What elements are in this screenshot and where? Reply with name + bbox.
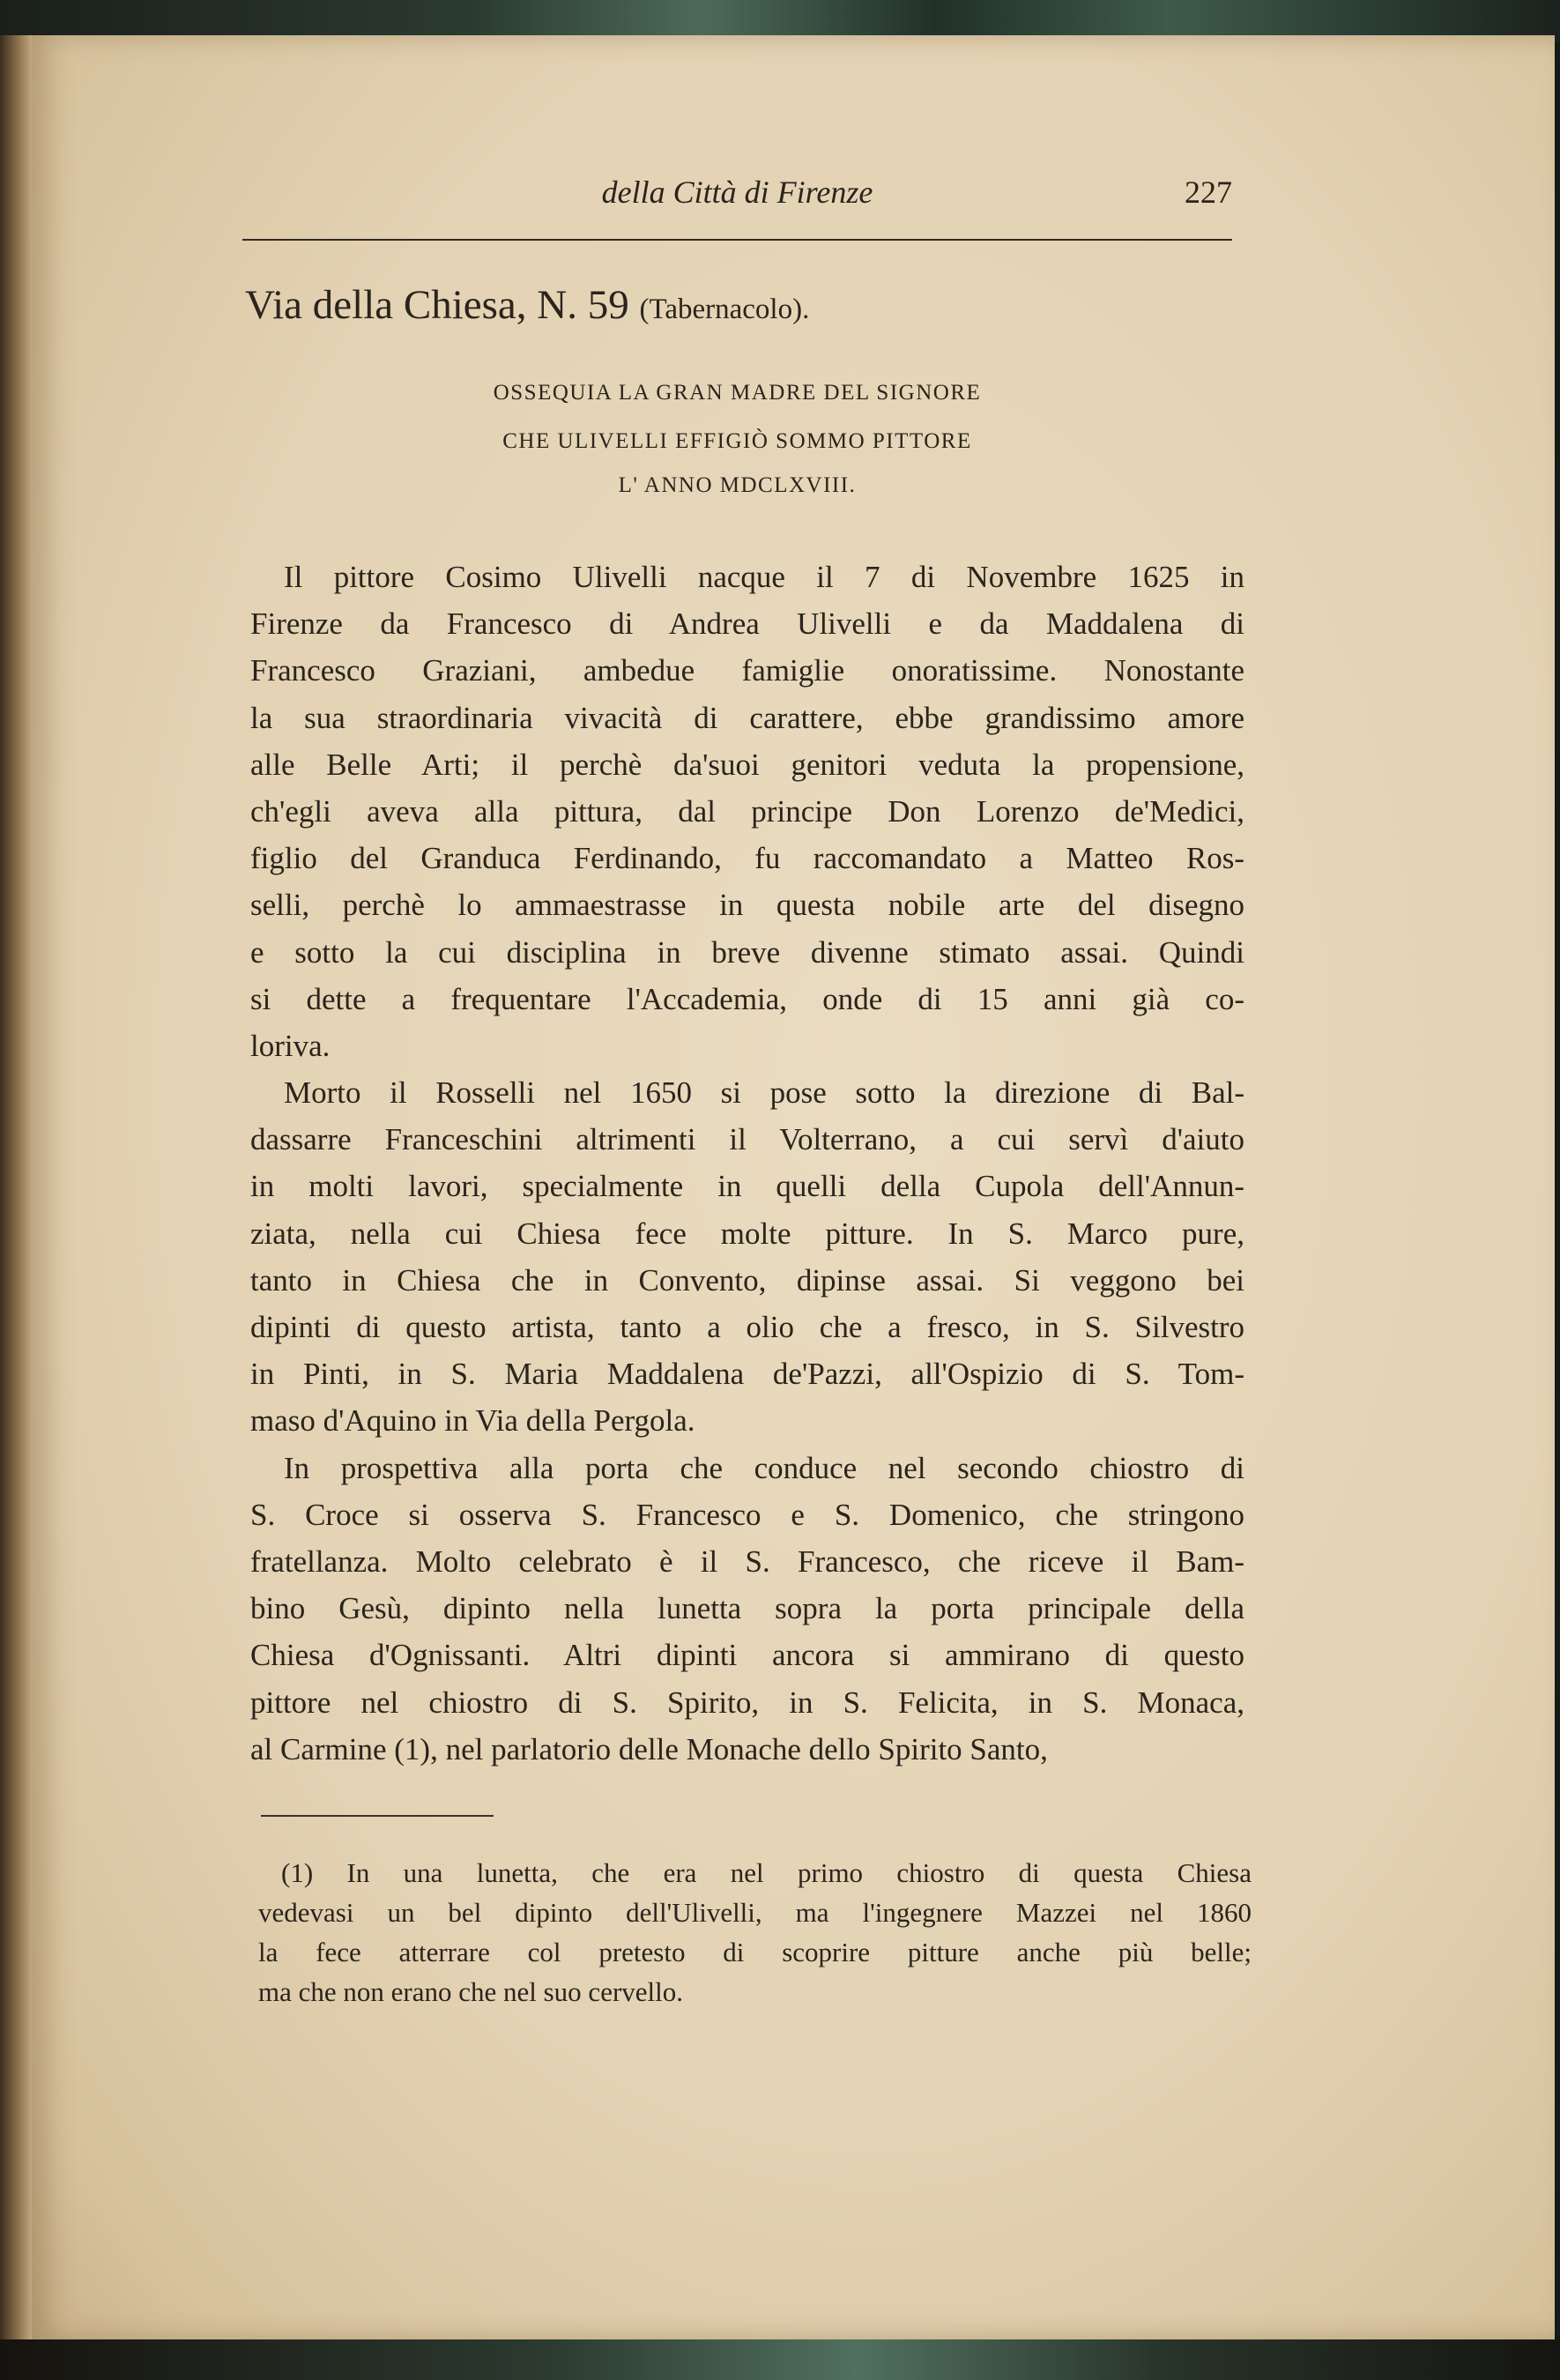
running-header: della Città di Firenze: [601, 175, 873, 210]
text-line: Francesco Graziani, ambedue famiglie onoratissime. Nonostante: [250, 653, 1244, 688]
text-line: maso d'Aquino in Via della Pergola.: [250, 1403, 695, 1439]
text-line: in Pinti, in S. Maria Maddalena de'Pazzi, all'Ospizio di S. Tom-: [250, 1357, 1244, 1392]
inscription-line: OSSEQUIA LA GRAN MADRE DEL SIGNORE: [493, 381, 982, 405]
text-line: Firenze da Francesco di Andrea Ulivelli e da Maddalena di: [250, 606, 1244, 642]
page-number: 227: [1185, 175, 1232, 210]
text-line: Il pittore Cosimo Ulivelli nacque il 7 di Novembre 1625 in: [284, 560, 1244, 594]
footnote: [258, 1853, 1252, 2012]
body-text: [250, 554, 1244, 1773]
text-line: ziata, nella cui Chiesa fece molte pitture. In S. Marco pure,: [250, 1216, 1244, 1251]
paragraph: [250, 554, 1244, 1069]
text-line: figlio del Granduca Ferdinando, fu raccomandato a Matteo Ros-: [250, 841, 1244, 876]
text-line: si dette a frequentare l'Accademia, onde di 15 anni già co-: [250, 981, 1244, 1016]
inscription-line: L' ANNO MDCLXVIII.: [618, 473, 857, 497]
text-line: Chiesa d'Ognissanti. Altri dipinti ancora si ammirano di questo: [250, 1638, 1244, 1673]
text-line: dipinti di questo artista, tanto a olio che a fresco, in S. Silvestro: [250, 1310, 1244, 1344]
header-rule: [242, 239, 1232, 241]
scan-background-bottom: [0, 2336, 1560, 2380]
book-spine-edge: [0, 35, 32, 2339]
text-line: bino Gesù, dipinto nella lunetta sopra la porta principale della: [250, 1591, 1244, 1626]
text-line: la sua straordinaria vivacità di carattere, ebbe grandissimo amore: [250, 700, 1244, 735]
section-title: [245, 280, 809, 334]
text-line: e sotto la cui disciplina in breve divenne stimato assai. Quindi: [250, 934, 1244, 970]
text-line: alle Belle Arti; il perchè da'suoi genitori veduta la propensione,: [250, 747, 1244, 782]
text-line: In prospettiva alla porta che conduce nel secondo chiostro di: [284, 1450, 1244, 1485]
footnote-line: ma che non erano che nel suo cervello.: [258, 1976, 684, 2007]
inscription-line: CHE ULIVELLI EFFIGIÒ SOMMO PITTORE: [502, 429, 972, 453]
text-line: dassarre Franceschini altrimenti il Volterrano, a cui servì d'aiuto: [250, 1122, 1244, 1157]
text-line: loriva.: [250, 1028, 331, 1063]
text-line: fratellanza. Molto celebrato è il S. Francesco, che riceve il Bam-: [250, 1543, 1244, 1579]
text-line: selli, perchè lo ammaestrasse in questa nobile arte del disegno: [250, 888, 1244, 923]
text-line: Morto il Rosselli nel 1650 si pose sotto la direzione di Bal-: [284, 1075, 1244, 1111]
text-line: al Carmine (1), nel parlatorio delle Monache dello Spirito Santo,: [250, 1731, 1048, 1766]
paragraph: [250, 1069, 1244, 1445]
text-line: ch'egli aveva alla pittura, dal principe Don Lorenzo de'Medici,: [250, 793, 1244, 829]
text-line: tanto in Chiesa che in Convento, dipinse assai. Si veggono bei: [250, 1262, 1244, 1298]
paragraph: [250, 1445, 1244, 1773]
footnote-line: (1) In una lunetta, che era nel primo chiostro di questa Chiesa: [281, 1857, 1252, 1888]
footnote-line: vedevasi un bel dipinto dell'Ulivelli, ma l'ingegnere Mazzei nel 1860: [258, 1897, 1252, 1928]
text-line: in molti lavori, specialmente in quelli della Cupola dell'Annun-: [250, 1169, 1244, 1204]
text-line: S. Croce si osserva S. Francesco e S. Domenico, che stringono: [250, 1497, 1244, 1532]
section-title-main: Via della Chiesa, N. 59: [245, 282, 629, 328]
section-title-note: (Tabernacolo).: [639, 294, 810, 325]
text-line: pittore nel chiostro di S. Spirito, in S. Felicita, in S. Monaca,: [250, 1685, 1244, 1720]
footnote-rule: [261, 1815, 494, 1817]
footnote-line: la fece atterrare col pretesto di scoprire pitture anche più belle;: [258, 1937, 1252, 1967]
